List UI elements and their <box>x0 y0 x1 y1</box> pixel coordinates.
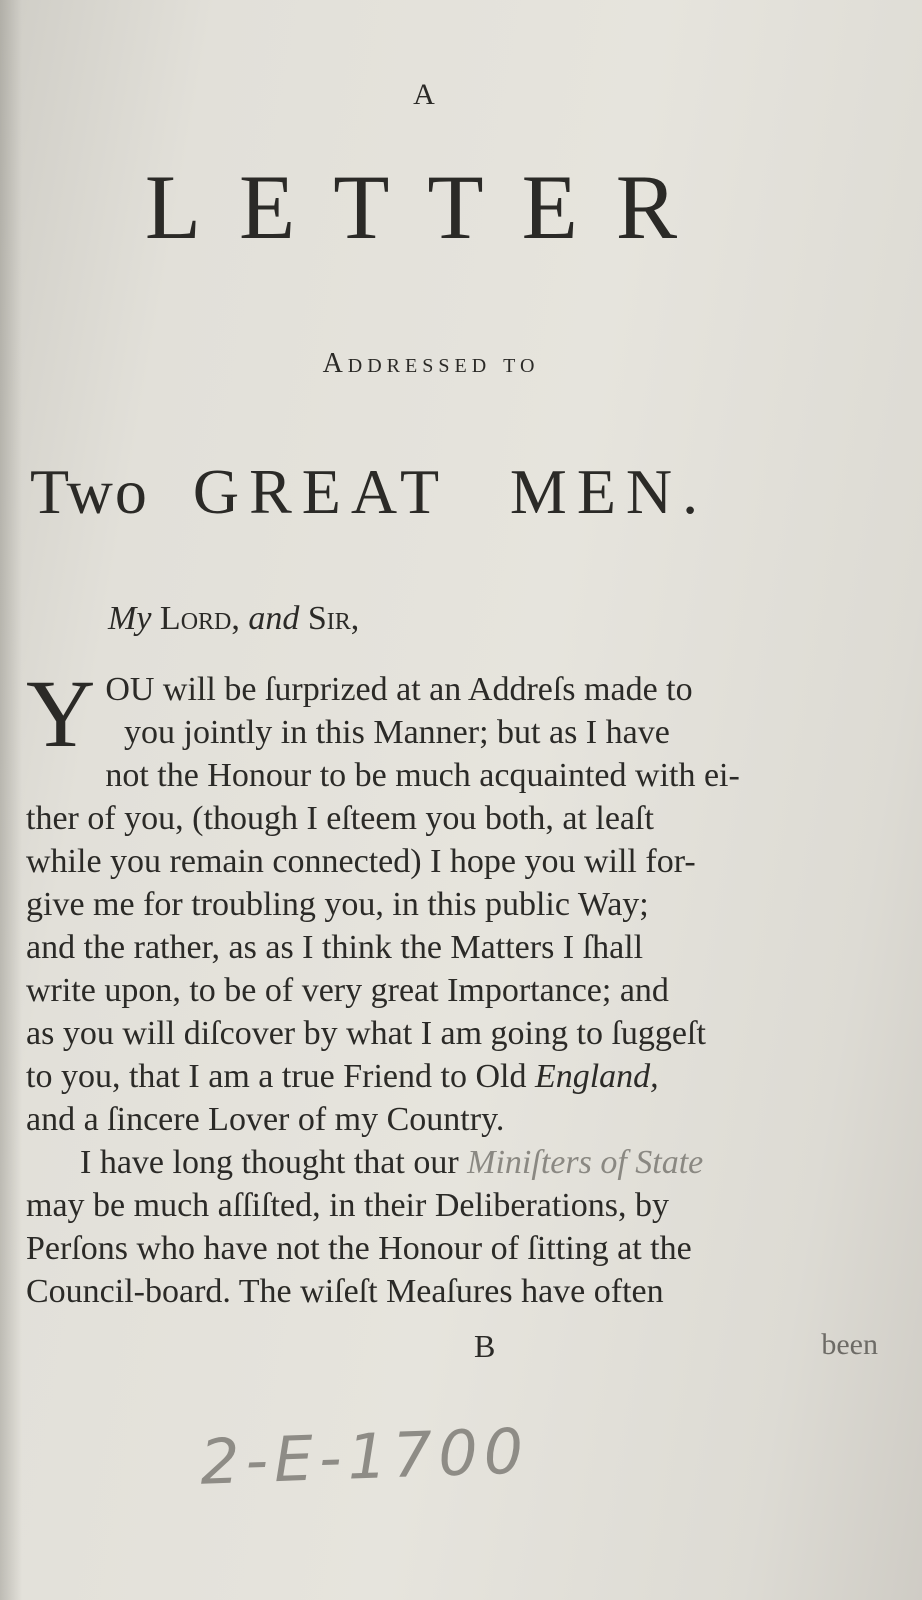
salutation-lord: Lord, <box>159 600 240 637</box>
salutation-sir: Sir, <box>307 600 360 637</box>
text-line <box>26 1055 871 1098</box>
catchword: been <box>821 1328 878 1361</box>
title-two: Two <box>30 456 149 527</box>
text-line: write upon, to be of very great Importance; and <box>26 972 669 1009</box>
salutation-my: My <box>108 600 152 637</box>
text-segment: to you, that I am a true Friend to Old <box>26 1058 527 1095</box>
page-edge-shadow <box>0 0 22 1600</box>
text-segment: I have long thought that our <box>80 1144 459 1181</box>
text-italic-ministers: Miniſters of State <box>467 1144 704 1181</box>
text-italic-england: England, <box>534 1058 659 1095</box>
title-addressed-to: Addressed to <box>322 348 540 379</box>
text-line: while you remain connected) I hope you will for- <box>26 843 696 880</box>
text-line: may be much aſſiſted, in their Deliberations, by <box>26 1187 669 1224</box>
drop-cap: Y <box>26 660 96 767</box>
text-line: not the Honour to be much acquainted with ei- <box>105 757 740 794</box>
text-line: give me for troubling you, in this public Way; <box>26 886 649 923</box>
text-line: you jointly in this Manner; but as I have <box>124 714 670 751</box>
text-line: Perſons who have not the Honour of ſitting at the <box>26 1230 692 1267</box>
text-line: ther of you, (though I eſteem you both, at leaſt <box>26 800 654 837</box>
text-line: OU will be ſurprized at an Addreſs made to <box>105 671 693 708</box>
body-text <box>26 660 871 1313</box>
signature-mark: B <box>474 1328 496 1364</box>
text-line: and the rather, as as I think the Matters I ſhall <box>26 929 644 966</box>
title-letter: LETTER <box>144 156 716 258</box>
salutation <box>108 600 359 638</box>
pencil-shelfmark: 2-E-1700 <box>198 1414 531 1499</box>
title-great: GREAT <box>192 456 448 527</box>
text-line <box>26 1141 871 1184</box>
title-two-great-men <box>30 455 830 529</box>
salutation-and: and <box>248 600 300 637</box>
text-line: as you will diſcover by what I am going to ſuggeſt <box>26 1015 706 1052</box>
title-article: A <box>413 78 437 111</box>
title-men: MEN. <box>509 456 709 527</box>
text-line: Council-board. The wiſeſt Meaſures have often <box>26 1273 664 1310</box>
text-line: and a ſincere Lover of my Country. <box>26 1101 505 1138</box>
